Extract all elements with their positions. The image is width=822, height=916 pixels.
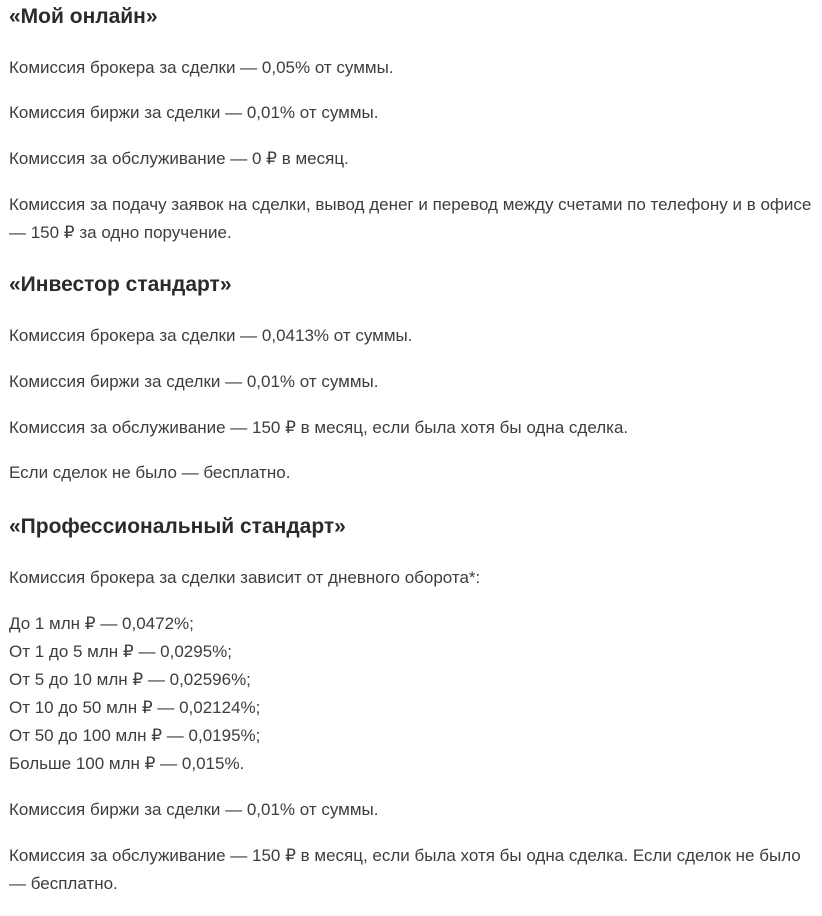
paragraph: Комиссия брокера за сделки — 0,0413% от суммы. — [9, 326, 413, 345]
paragraph: Комиссия за обслуживание — 150 ₽ в месяц, если была хотя бы одна сделка. Если сделок не было — бесплатно. — [9, 846, 801, 893]
paragraph: Комиссия за обслуживание — 150 ₽ в месяц, если была хотя бы одна сделка. — [9, 418, 629, 437]
paragraph: Комиссия за обслуживание — 0 ₽ в месяц. — [9, 149, 349, 168]
tier-line: От 5 до 10 млн ₽ — 0,02596%; — [9, 670, 251, 689]
tier-line: Больше 100 млн ₽ — 0,015%. — [9, 754, 245, 773]
tier-line: От 50 до 100 млн ₽ — 0,0195%; — [9, 726, 261, 745]
section-title-professionalnyy-standart: «Профессиональный стандарт» — [9, 515, 346, 538]
paragraph: Комиссия биржи за сделки — 0,01% от суммы. — [9, 800, 379, 819]
paragraph-intro: Комиссия брокера за сделки зависит от дневного оборота*: — [9, 568, 481, 587]
paragraph: Если сделок не было — бесплатно. — [9, 463, 291, 482]
tier-line: От 10 до 50 млн ₽ — 0,02124%; — [9, 698, 261, 717]
section-title-moy-onlayn: «Мой онлайн» — [9, 5, 158, 28]
tier-line: До 1 млн ₽ — 0,0472%; — [9, 614, 194, 633]
paragraph: Комиссия биржи за сделки — 0,01% от суммы. — [9, 103, 379, 122]
paragraph: Комиссия за подачу заявок на сделки, вывод денег и перевод между счетами по телефону и в офисе — 150 ₽ за одно поручение. — [9, 195, 812, 242]
tier-line: От 1 до 5 млн ₽ — 0,0295%; — [9, 642, 233, 661]
section-title-investor-standart: «Инвестор стандарт» — [9, 273, 232, 296]
paragraph: Комиссия биржи за сделки — 0,01% от суммы. — [9, 372, 379, 391]
paragraph: Комиссия брокера за сделки — 0,05% от суммы. — [9, 58, 394, 77]
